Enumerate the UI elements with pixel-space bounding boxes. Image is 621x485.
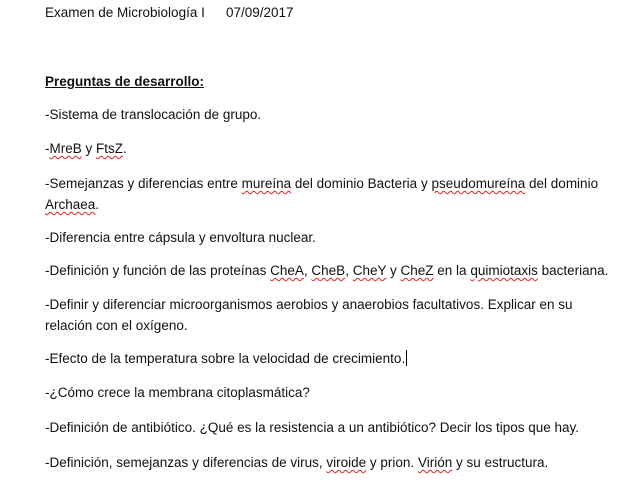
question-10-text: y prion. [366,455,418,470]
spellcheck-word[interactable]: FtsZ [96,141,124,156]
question-3-text: del dominio [525,176,599,191]
question-10-text: -Definición, semejanzas y diferencias de virus, [45,455,327,470]
spellcheck-word[interactable]: Archaea [45,197,96,212]
spellcheck-word[interactable]: CheZ [400,263,434,278]
question-6-continued: relación con el oxígeno. [45,318,188,333]
exam-title: Examen de Microbiología I [45,5,205,20]
question-2-text: - [45,141,50,156]
spellcheck-word[interactable]: Virión [417,455,453,470]
question-3-text: -Semejanzas y diferencias entre [45,176,242,191]
question-9: -Definición de antibiótico. ¿Qué es la resistencia a un antibiótico? Decir los tipos que hay. [45,420,580,435]
question-7 [45,350,407,367]
spellcheck-word[interactable]: pseudomureína [431,176,526,191]
question-6: -Definir y diferenciar microorganismos aerobios y anaerobios facultativos. Explicar en su [45,297,573,312]
text-cursor [406,350,407,366]
question-3-text: . [95,197,100,212]
question-3-text: del dominio Bacteria y [291,176,432,191]
question-5-text: bacteriana. [537,263,609,278]
section-heading: Preguntas de desarrollo: [45,74,205,89]
question-7-text: -Efecto de la temperatura sobre la velocidad de crecimiento. [45,351,406,366]
question-10 [45,455,548,471]
question-5 [45,263,608,279]
question-10-text: y su estructura. [452,455,549,470]
question-3 [45,176,598,192]
spellcheck-word[interactable]: CheB [311,263,346,278]
spellcheck-word[interactable]: mureína [241,176,292,191]
spellcheck-word[interactable]: CheA [270,263,304,278]
spellcheck-word[interactable]: viroide [326,455,367,470]
question-5-text: y [386,263,401,278]
question-2-text: y [81,141,97,156]
spellcheck-word[interactable]: CheY [352,263,387,278]
question-5-text: en la [433,263,471,278]
question-3-continued [45,197,99,213]
exam-date: 07/09/2017 [226,5,294,20]
question-5-text: , [345,263,353,278]
question-2-text: . [123,141,127,156]
question-5-text: , [303,263,312,278]
question-4: -Diferencia entre cápsula y envoltura nuclear. [45,230,316,245]
spellcheck-word[interactable]: quimiotaxis [470,263,538,278]
question-8: -¿Cómo crece la membrana citoplasmática? [45,385,310,400]
question-1: -Sistema de translocación de grupo. [45,107,262,122]
spellcheck-word[interactable]: MreB [49,141,82,156]
question-5-text: -Definición y función de las proteínas [45,263,271,278]
question-2 [45,141,127,157]
